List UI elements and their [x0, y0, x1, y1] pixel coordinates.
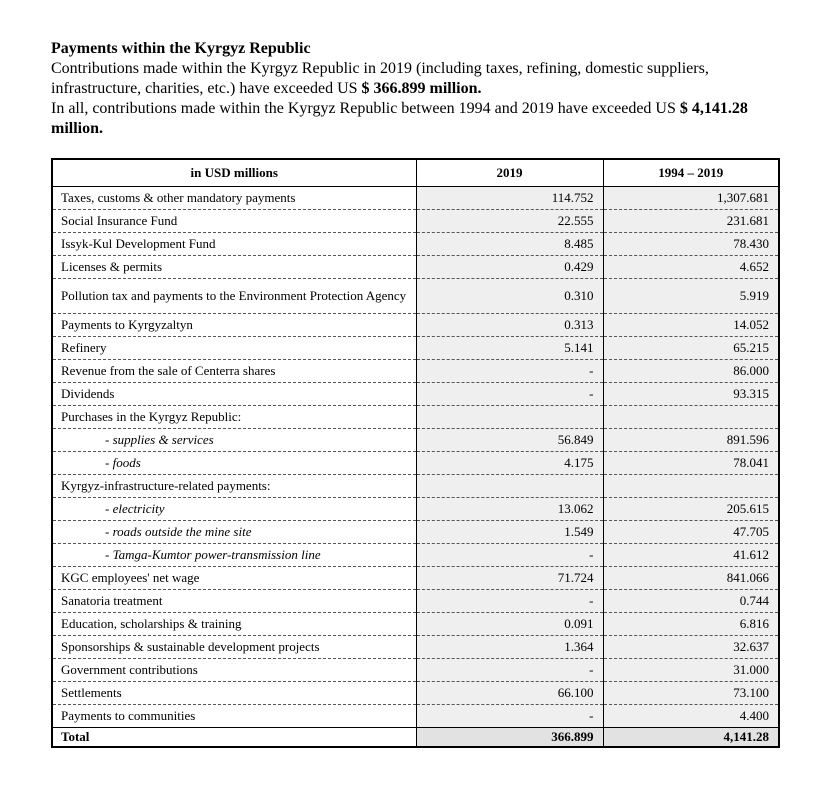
- header-label: in USD millions: [52, 159, 416, 187]
- value-1994-2019: 41.612: [603, 544, 779, 567]
- row-label: Purchases in the Kyrgyz Republic:: [52, 406, 416, 429]
- value-1994-2019: 65.215: [603, 337, 779, 360]
- value-1994-2019: [603, 406, 779, 429]
- value-2019: -: [416, 544, 603, 567]
- value-2019: 0.091: [416, 613, 603, 636]
- value-1994-2019: 0.744: [603, 590, 779, 613]
- table-row: [52, 314, 779, 337]
- intro-cumulative-text: In all, contributions made within the Kyrgyz Republic between 1994 and 2019 have exceeded US: [51, 100, 680, 117]
- row-label: - roads outside the mine site: [52, 521, 416, 544]
- row-label: - foods: [52, 452, 416, 475]
- value-2019: 71.724: [416, 567, 603, 590]
- value-2019: 5.141: [416, 337, 603, 360]
- row-label: Social Insurance Fund: [52, 210, 416, 233]
- row-label: Revenue from the sale of Centerra shares: [52, 360, 416, 383]
- row-label: Taxes, customs & other mandatory payments: [52, 187, 416, 210]
- value-2019: 22.555: [416, 210, 603, 233]
- table-row: [52, 406, 779, 429]
- value-1994-2019: 5.919: [603, 279, 779, 314]
- value-2019: 56.849: [416, 429, 603, 452]
- row-label: - supplies & services: [52, 429, 416, 452]
- table-row: [52, 337, 779, 360]
- value-2019: -: [416, 360, 603, 383]
- intro-cumulative-amount: $ 4,141.28 million.: [51, 100, 748, 137]
- value-1994-2019: 4.652: [603, 256, 779, 279]
- table-row: [52, 210, 779, 233]
- table-row: [52, 360, 779, 383]
- value-2019: -: [416, 590, 603, 613]
- table-row: [52, 279, 779, 314]
- value-1994-2019: 73.100: [603, 682, 779, 705]
- table-row: [52, 452, 779, 475]
- row-label: Kyrgyz-infrastructure-related payments:: [52, 475, 416, 498]
- table-row: [52, 613, 779, 636]
- table-header-row: [52, 159, 779, 187]
- total-row: [52, 728, 779, 748]
- value-1994-2019: 891.596: [603, 429, 779, 452]
- table-row: [52, 475, 779, 498]
- value-2019: 114.752: [416, 187, 603, 210]
- row-label: - electricity: [52, 498, 416, 521]
- value-2019: -: [416, 383, 603, 406]
- value-1994-2019: 1,307.681: [603, 187, 779, 210]
- value-1994-2019: 31.000: [603, 659, 779, 682]
- value-2019: 0.429: [416, 256, 603, 279]
- value-1994-2019: 86.000: [603, 360, 779, 383]
- total-2019: 366.899: [416, 728, 603, 748]
- row-label: Licenses & permits: [52, 256, 416, 279]
- intro-text: [51, 39, 771, 139]
- row-label: KGC employees' net wage: [52, 567, 416, 590]
- table-row: [52, 590, 779, 613]
- value-1994-2019: 4.400: [603, 705, 779, 728]
- intro-2019-text: Contributions made within the Kyrgyz Republic in 2019 (including taxes, refining, domestic suppliers, infrastructure, charities, etc.) have exceeded US: [51, 60, 709, 97]
- value-2019: 8.485: [416, 233, 603, 256]
- value-1994-2019: 14.052: [603, 314, 779, 337]
- table-body: [52, 187, 779, 748]
- table-row: [52, 659, 779, 682]
- row-label: Sponsorships & sustainable development projects: [52, 636, 416, 659]
- table-row: [52, 636, 779, 659]
- value-1994-2019: 841.066: [603, 567, 779, 590]
- table-row: [52, 682, 779, 705]
- value-2019: -: [416, 659, 603, 682]
- value-1994-2019: 231.681: [603, 210, 779, 233]
- table-row: [52, 256, 779, 279]
- value-2019: -: [416, 705, 603, 728]
- row-label: Payments to Kyrgyzaltyn: [52, 314, 416, 337]
- value-2019: 1.549: [416, 521, 603, 544]
- row-label: Issyk-Kul Development Fund: [52, 233, 416, 256]
- row-label: Refinery: [52, 337, 416, 360]
- row-label: Settlements: [52, 682, 416, 705]
- value-1994-2019: 47.705: [603, 521, 779, 544]
- intro-paragraph-2019: [51, 59, 771, 99]
- value-2019: 0.313: [416, 314, 603, 337]
- table-row: [52, 233, 779, 256]
- row-label: Pollution tax and payments to the Environment Protection Agency: [52, 279, 416, 314]
- row-label: Sanatoria treatment: [52, 590, 416, 613]
- row-label: Payments to communities: [52, 705, 416, 728]
- header-2019: 2019: [416, 159, 603, 187]
- value-2019: 0.310: [416, 279, 603, 314]
- intro-paragraph-cumulative: [51, 99, 771, 139]
- row-label: - Tamga-Kumtor power-transmission line: [52, 544, 416, 567]
- value-1994-2019: 6.816: [603, 613, 779, 636]
- value-2019: [416, 406, 603, 429]
- value-2019: 66.100: [416, 682, 603, 705]
- table-row: [52, 383, 779, 406]
- value-1994-2019: 205.615: [603, 498, 779, 521]
- total-1994-2019: 4,141.28: [603, 728, 779, 748]
- row-label: Education, scholarships & training: [52, 613, 416, 636]
- table-row: [52, 544, 779, 567]
- table-row: [52, 498, 779, 521]
- table-row: [52, 567, 779, 590]
- page-title: Payments within the Kyrgyz Republic: [51, 40, 311, 57]
- total-label: Total: [52, 728, 416, 748]
- table-row: [52, 521, 779, 544]
- payments-table: [51, 158, 780, 748]
- value-2019: 1.364: [416, 636, 603, 659]
- value-2019: 4.175: [416, 452, 603, 475]
- value-1994-2019: 78.430: [603, 233, 779, 256]
- value-2019: 13.062: [416, 498, 603, 521]
- table-row: [52, 429, 779, 452]
- intro-2019-amount: $ 366.899 million.: [361, 80, 482, 97]
- header-1994-2019: 1994 – 2019: [603, 159, 779, 187]
- row-label: Government contributions: [52, 659, 416, 682]
- value-1994-2019: 78.041: [603, 452, 779, 475]
- value-1994-2019: 32.637: [603, 636, 779, 659]
- table-row: [52, 705, 779, 728]
- table-row: [52, 187, 779, 210]
- value-2019: [416, 475, 603, 498]
- row-label: Dividends: [52, 383, 416, 406]
- value-1994-2019: 93.315: [603, 383, 779, 406]
- value-1994-2019: [603, 475, 779, 498]
